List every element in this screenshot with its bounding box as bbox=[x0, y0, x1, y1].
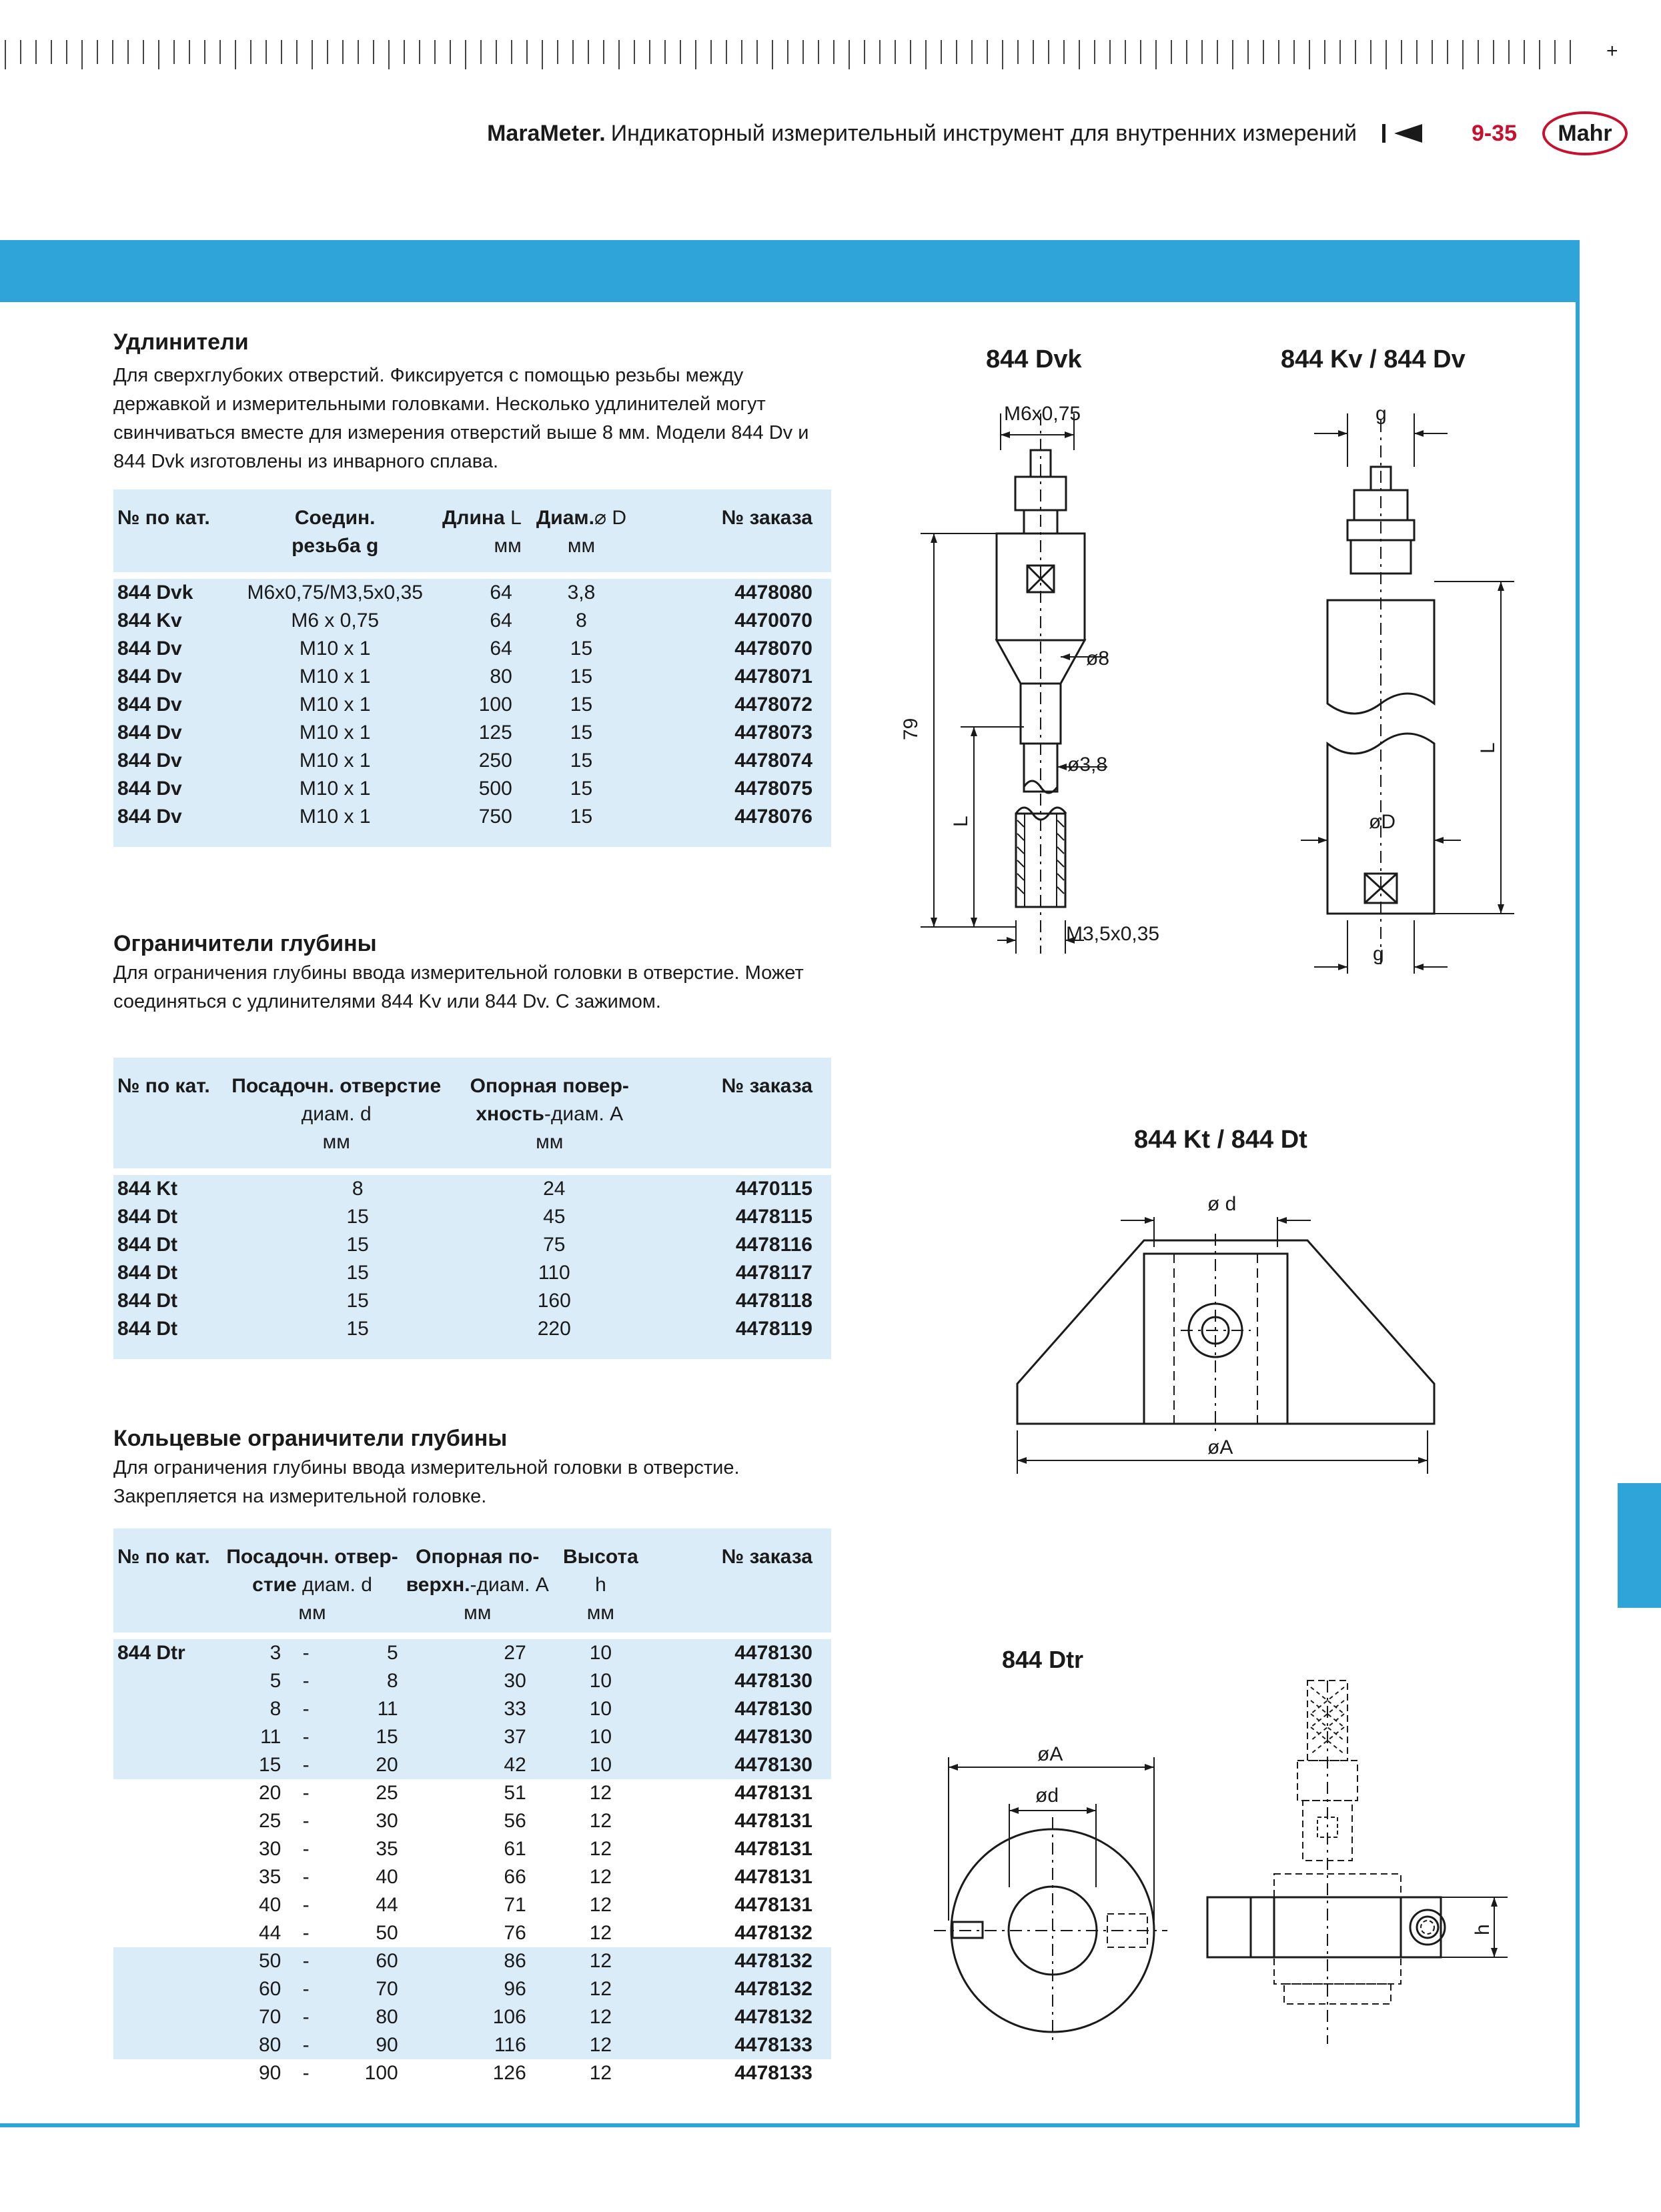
cell-cat bbox=[113, 1835, 222, 1863]
cell-order: 4478130 bbox=[648, 1723, 831, 1751]
table-row bbox=[113, 1667, 831, 1695]
col-thread: Соедин. резьба g bbox=[243, 489, 426, 572]
cell-bore-dash: - bbox=[285, 1751, 327, 1779]
table-row bbox=[113, 1947, 831, 1975]
cell-thread: M10 x 1 bbox=[243, 719, 426, 747]
cell-diam: 3,8 bbox=[526, 579, 637, 607]
cell-bore-dash: - bbox=[285, 2003, 327, 2031]
label-79: 79 bbox=[900, 718, 922, 740]
header-product: MaraMeter. bbox=[487, 120, 606, 146]
table-row bbox=[113, 2003, 831, 2031]
cell-order: 4478115 bbox=[654, 1203, 831, 1231]
section-desc-ring-stops: Для ограничения глубины ввода измерительной головки в отверстие. Закрепляется на измерительной головке. bbox=[113, 1457, 740, 1507]
section-title-depth-stops: Ограничители глубины bbox=[113, 931, 377, 956]
cell-cat bbox=[113, 2059, 222, 2087]
col-length: Длина L мм bbox=[427, 489, 526, 572]
table-row bbox=[113, 775, 831, 803]
cell-order: 4478116 bbox=[654, 1231, 831, 1259]
cell-order: 4470115 bbox=[654, 1175, 831, 1203]
table-row bbox=[113, 1175, 831, 1203]
cell-cat: 844 Dv bbox=[113, 775, 243, 803]
col-surface: Опорная по- верхн.-диам. A мм bbox=[402, 1528, 553, 1632]
col-diam: Диам.⌀ D мм bbox=[526, 489, 637, 572]
cell-bore-from: 90 bbox=[258, 2062, 282, 2084]
cell-bore-dash: - bbox=[302, 1866, 310, 1888]
cell-order: 4478075 bbox=[637, 775, 831, 803]
table-row bbox=[113, 1259, 831, 1287]
mahr-logo: Mahr bbox=[1542, 111, 1628, 155]
drawing-title-dvk: 844 Dvk bbox=[986, 345, 1082, 373]
cell-thread: M10 x 1 bbox=[243, 663, 426, 691]
cell-cat: 844 Dvk bbox=[113, 579, 243, 607]
extensions-table bbox=[113, 489, 831, 847]
cell-bore-dash: - bbox=[302, 1810, 310, 1832]
col-surface: Опорная повер- хность-диам. A мм bbox=[445, 1058, 654, 1168]
table-row bbox=[113, 1835, 831, 1863]
cell-height: 12 bbox=[589, 2062, 612, 2084]
cell-height: 12 bbox=[589, 1838, 612, 1860]
cell-thread: M10 x 1 bbox=[243, 775, 426, 803]
frame-right-border bbox=[1576, 302, 1580, 2127]
cell-bore-dash: - bbox=[302, 1922, 310, 1944]
table-row bbox=[113, 663, 831, 691]
cell-diam: 15 bbox=[526, 719, 637, 747]
cell-bore-dash: - bbox=[285, 1947, 327, 1975]
cell-length: 250 bbox=[427, 747, 526, 775]
cell-diam: 15 bbox=[526, 691, 637, 719]
cell-order: 4478131 bbox=[734, 1782, 812, 1804]
drawing-title-ktdt: 844 Kt / 844 Dt bbox=[1134, 1126, 1307, 1154]
cell-height: 12 bbox=[589, 1894, 612, 1916]
cell-length: 100 bbox=[427, 691, 526, 719]
cell-bore-from: 25 bbox=[258, 1810, 282, 1832]
cell-cat bbox=[113, 1779, 222, 1807]
cell-order: 4478117 bbox=[654, 1259, 831, 1287]
cell-thread: M10 x 1 bbox=[243, 803, 426, 831]
cell-diam: 8 bbox=[526, 607, 637, 635]
cell-order: 4470070 bbox=[637, 607, 831, 635]
cell-cat bbox=[113, 2031, 222, 2059]
cell-bore-from: 44 bbox=[258, 1922, 282, 1944]
cell-order: 4478131 bbox=[734, 1866, 812, 1888]
cell-bore-to: 8 bbox=[327, 1667, 402, 1695]
cell-height: 10 bbox=[553, 1695, 648, 1723]
label-d8: ø8 bbox=[1086, 648, 1110, 670]
depth-stops-table bbox=[113, 1058, 831, 1359]
cell-bore-to: 44 bbox=[376, 1894, 398, 1916]
cell-bore-dash: - bbox=[285, 1723, 327, 1751]
section-title-extensions: Удлинители bbox=[113, 329, 249, 355]
header-description: Индикаторный измерительный инструмент для внутренних измерений bbox=[610, 120, 1357, 146]
cell-surface: 160 bbox=[445, 1287, 654, 1315]
cell-order: 4478130 bbox=[648, 1667, 831, 1695]
cell-bore-from: 11 bbox=[222, 1723, 285, 1751]
table-row bbox=[113, 579, 831, 607]
table-row bbox=[113, 607, 831, 635]
table-row bbox=[113, 1639, 831, 1667]
cell-length: 125 bbox=[427, 719, 526, 747]
section-desc-depth-stops: Для ограничения глубины ввода измерительной головки в отверстие. Может соединяться с удлинителями 844 Kv или 844 Dv. С зажимом. bbox=[113, 962, 804, 1012]
cell-cat: 844 Dt bbox=[113, 1287, 227, 1315]
cell-thread: M10 x 1 bbox=[243, 691, 426, 719]
cell-order: 4478132 bbox=[648, 1947, 831, 1975]
cell-bore-dash: - bbox=[285, 1639, 327, 1667]
cell-cat bbox=[113, 1947, 222, 1975]
cell-bore-to: 70 bbox=[327, 1975, 402, 2003]
label-dD: øD bbox=[1369, 811, 1396, 833]
cell-order: 4478132 bbox=[648, 2003, 831, 2031]
cell-height: 12 bbox=[553, 1975, 648, 2003]
label-thread-bottom: M3,5x0,35 bbox=[1066, 923, 1160, 945]
label-dA: øA bbox=[1037, 1743, 1063, 1765]
table-row bbox=[113, 635, 831, 663]
section-title-ring-stops: Кольцевые ограничители глубины bbox=[113, 1426, 508, 1451]
cell-surface: 116 bbox=[402, 2031, 553, 2059]
cell-bore-dash: - bbox=[285, 1975, 327, 2003]
drawing-title-dtr: 844 Dtr bbox=[1002, 1646, 1084, 1673]
cell-order: 4478076 bbox=[637, 803, 831, 831]
col-cat: № по кат. bbox=[113, 1528, 222, 1632]
cell-surface: 45 bbox=[445, 1203, 654, 1231]
cell-surface: 56 bbox=[504, 1810, 526, 1832]
cell-height: 12 bbox=[589, 1866, 612, 1888]
label-dd: ød bbox=[1035, 1785, 1059, 1807]
table-row bbox=[113, 1891, 831, 1919]
cell-bore-dash: - bbox=[285, 2031, 327, 2059]
table-row bbox=[113, 1203, 831, 1231]
cell-bore-to: 60 bbox=[327, 1947, 402, 1975]
cell-length: 64 bbox=[427, 607, 526, 635]
cell-surface: 37 bbox=[402, 1723, 553, 1751]
cell-cat: 844 Dt bbox=[113, 1203, 227, 1231]
cell-bore-to: 80 bbox=[327, 2003, 402, 2031]
cell-length: 64 bbox=[427, 635, 526, 663]
cell-cat bbox=[113, 2003, 222, 2031]
cell-order: 4478119 bbox=[654, 1315, 831, 1343]
cell-height: 12 bbox=[589, 1782, 612, 1804]
cell-height: 12 bbox=[553, 1947, 648, 1975]
cell-bore-from: 20 bbox=[258, 1782, 282, 1804]
cell-height: 10 bbox=[553, 1639, 648, 1667]
cell-cat: 844 Dt bbox=[113, 1259, 227, 1287]
cell-cat bbox=[113, 1863, 222, 1891]
cell-cat: 844 Dv bbox=[113, 635, 243, 663]
cell-bore-from: 50 bbox=[222, 1947, 285, 1975]
cell-bore-dash: - bbox=[302, 1782, 310, 1804]
drawing-844-kvdv bbox=[1287, 393, 1541, 980]
ruler-marks bbox=[0, 40, 1601, 73]
cell-bore-to: 20 bbox=[327, 1751, 402, 1779]
cell-diam: 15 bbox=[526, 803, 637, 831]
cell-order: 4478074 bbox=[637, 747, 831, 775]
cell-cat bbox=[113, 1723, 222, 1751]
cell-bore-from: 15 bbox=[222, 1751, 285, 1779]
cell-surface: 220 bbox=[445, 1315, 654, 1343]
cell-bore-to: 5 bbox=[327, 1639, 402, 1667]
cell-bore-dash: - bbox=[285, 1667, 327, 1695]
cell-surface: 96 bbox=[402, 1975, 553, 2003]
cell-order: 4478130 bbox=[648, 1695, 831, 1723]
cell-order: 4478073 bbox=[637, 719, 831, 747]
cell-order: 4478130 bbox=[648, 1639, 831, 1667]
label-L: L bbox=[950, 816, 972, 827]
drawing-title-kvdv: 844 Kv / 844 Dv bbox=[1281, 345, 1466, 373]
cell-surface: 86 bbox=[402, 1947, 553, 1975]
frame-bottom-border bbox=[0, 2123, 1580, 2127]
col-height: Высота h мм bbox=[553, 1528, 648, 1632]
label-g-top: g bbox=[1375, 403, 1387, 425]
cell-bore-to: 25 bbox=[376, 1782, 398, 1804]
cell-height: 12 bbox=[553, 2031, 648, 2059]
cell-cat: 844 Kv bbox=[113, 607, 243, 635]
label-thread-top: M6x0,75 bbox=[1004, 403, 1081, 425]
table-row bbox=[113, 719, 831, 747]
cell-cat: 844 Kt bbox=[113, 1175, 227, 1203]
cell-bore-from: 70 bbox=[222, 2003, 285, 2031]
cell-order: 4478133 bbox=[734, 2062, 812, 2084]
cell-bore-dash: - bbox=[285, 1695, 327, 1723]
cell-diam: 15 bbox=[526, 663, 637, 691]
cell-order: 4478071 bbox=[637, 663, 831, 691]
cell-order: 4478072 bbox=[637, 691, 831, 719]
cell-height: 10 bbox=[553, 1723, 648, 1751]
cell-surface: 66 bbox=[504, 1866, 526, 1888]
cell-bore-to: 15 bbox=[327, 1723, 402, 1751]
cell-bore-to: 90 bbox=[327, 2031, 402, 2059]
page-header bbox=[0, 113, 1628, 153]
cell-cat bbox=[113, 1807, 222, 1835]
cell-order: 4478070 bbox=[637, 635, 831, 663]
drawing-844-dvk bbox=[894, 393, 1187, 967]
cell-cat: 844 Dv bbox=[113, 691, 243, 719]
cell-length: 80 bbox=[427, 663, 526, 691]
cell-order: 4478130 bbox=[648, 1751, 831, 1779]
col-bore: Посадочн. отвер- стие диам. d мм bbox=[222, 1528, 402, 1632]
cell-thread: M10 x 1 bbox=[243, 635, 426, 663]
ring-stops-table bbox=[113, 1528, 831, 2087]
cell-thread: M6x0,75/M3,5x0,35 bbox=[243, 579, 426, 607]
table-row bbox=[113, 1919, 831, 1947]
label-g-bottom: g bbox=[1373, 943, 1384, 965]
table-row bbox=[113, 1723, 831, 1751]
cell-order: 4478133 bbox=[648, 2031, 831, 2059]
cell-surface: 33 bbox=[402, 1695, 553, 1723]
table-row bbox=[113, 1315, 831, 1343]
table-row bbox=[113, 803, 831, 831]
cell-height: 10 bbox=[553, 1667, 648, 1695]
cell-surface: 126 bbox=[492, 2062, 526, 2084]
cell-bore-from: 8 bbox=[222, 1695, 285, 1723]
cell-diam: 15 bbox=[526, 775, 637, 803]
table-row bbox=[113, 2031, 831, 2059]
col-order: № заказа bbox=[637, 489, 831, 572]
label-L: L bbox=[1477, 742, 1499, 754]
label-d38: ø3,8 bbox=[1067, 754, 1108, 776]
col-cat: № по кат. bbox=[113, 489, 243, 572]
back-arrow-icon bbox=[1382, 122, 1425, 145]
cell-surface: 76 bbox=[504, 1922, 526, 1944]
cell-cat: 844 Dt bbox=[113, 1315, 227, 1343]
cell-cat bbox=[113, 1975, 222, 2003]
cell-cat: 844 Dv bbox=[113, 663, 243, 691]
table-row bbox=[113, 1287, 831, 1315]
cell-bore-dash: - bbox=[302, 1894, 310, 1916]
cell-order: 4478131 bbox=[734, 1810, 812, 1832]
cell-height: 12 bbox=[589, 1922, 612, 1944]
cell-cat: 844 Dv bbox=[113, 719, 243, 747]
cell-bore-to: 50 bbox=[376, 1922, 398, 1944]
cell-cat: 844 Dtr bbox=[113, 1639, 222, 1667]
cell-cat: 844 Dt bbox=[113, 1231, 227, 1259]
cell-height: 10 bbox=[553, 1751, 648, 1779]
cell-bore-to: 40 bbox=[376, 1866, 398, 1888]
cell-surface: 51 bbox=[504, 1782, 526, 1804]
cell-bore-from: 60 bbox=[222, 1975, 285, 2003]
cell-bore: 15 bbox=[227, 1203, 445, 1231]
table-row bbox=[113, 747, 831, 775]
cell-bore-from: 35 bbox=[258, 1866, 282, 1888]
table-row bbox=[113, 1231, 831, 1259]
label-dd: ø d bbox=[1207, 1193, 1237, 1215]
drawing-844-dtr bbox=[934, 1674, 1534, 2054]
chapter-tab bbox=[1618, 1483, 1661, 1608]
cell-bore-from: 5 bbox=[222, 1667, 285, 1695]
cell-thread: M10 x 1 bbox=[243, 747, 426, 775]
cell-order: 4478131 bbox=[734, 1894, 812, 1916]
cell-bore: 15 bbox=[227, 1259, 445, 1287]
cell-order: 4478131 bbox=[734, 1838, 812, 1860]
label-h: h bbox=[1472, 1924, 1494, 1935]
crop-mark: + bbox=[1606, 40, 1618, 62]
cell-length: 750 bbox=[427, 803, 526, 831]
table-row bbox=[113, 1751, 831, 1779]
cell-cat bbox=[113, 1695, 222, 1723]
cell-bore-from: 40 bbox=[258, 1894, 282, 1916]
cell-bore-from: 3 bbox=[222, 1639, 285, 1667]
cell-diam: 15 bbox=[526, 635, 637, 663]
col-order: № заказа bbox=[648, 1528, 831, 1632]
cell-cat bbox=[113, 1919, 222, 1947]
col-order: № заказа bbox=[654, 1058, 831, 1168]
cell-bore-from: 80 bbox=[222, 2031, 285, 2059]
cell-cat bbox=[113, 1891, 222, 1919]
cell-bore: 8 bbox=[227, 1175, 445, 1203]
table-row bbox=[113, 1975, 831, 2003]
cell-cat: 844 Dv bbox=[113, 803, 243, 831]
cell-surface: 106 bbox=[402, 2003, 553, 2031]
cell-bore-to: 35 bbox=[376, 1838, 398, 1860]
cell-bore-dash: - bbox=[302, 2062, 310, 2084]
cell-surface: 24 bbox=[445, 1175, 654, 1203]
table-row bbox=[113, 1807, 831, 1835]
cell-height: 12 bbox=[553, 2003, 648, 2031]
col-cat: № по кат. bbox=[113, 1058, 227, 1168]
cell-bore-to: 11 bbox=[327, 1695, 402, 1723]
cell-surface: 27 bbox=[402, 1639, 553, 1667]
table-row bbox=[113, 691, 831, 719]
cell-bore-dash: - bbox=[302, 1838, 310, 1860]
cell-surface: 42 bbox=[402, 1751, 553, 1779]
cell-thread: M6 x 0,75 bbox=[243, 607, 426, 635]
drawing-844-ktdt bbox=[1014, 1180, 1441, 1487]
cell-surface: 30 bbox=[402, 1667, 553, 1695]
cell-height: 12 bbox=[589, 1810, 612, 1832]
cell-bore-to: 30 bbox=[376, 1810, 398, 1832]
section-banner bbox=[0, 240, 1580, 302]
table-row bbox=[113, 2059, 831, 2087]
cell-surface: 61 bbox=[504, 1838, 526, 1860]
section-desc-extensions: Для сверхглубоких отверстий. Фиксируется с помощью резьбы между державкой и измерительными головками. Несколько удлинителей могут свинчиваться вместе для измерения отверстий выше 8 мм. Модели 844 Dv и 844 Dvk изготовлены из инварного сплава. bbox=[113, 365, 809, 472]
cell-surface: 75 bbox=[445, 1231, 654, 1259]
page-number: 9-35 bbox=[1471, 120, 1517, 146]
cell-order: 4478132 bbox=[734, 1922, 812, 1944]
cell-cat: 844 Dv bbox=[113, 747, 243, 775]
cell-bore: 15 bbox=[227, 1287, 445, 1315]
cell-cat bbox=[113, 1751, 222, 1779]
cell-bore-from: 30 bbox=[258, 1838, 282, 1860]
col-bore: Посадочн. отверстие диам. d мм bbox=[227, 1058, 445, 1168]
cell-surface: 110 bbox=[445, 1259, 654, 1287]
table-row bbox=[113, 1695, 831, 1723]
cell-length: 500 bbox=[427, 775, 526, 803]
cell-order: 4478132 bbox=[648, 1975, 831, 2003]
table-row bbox=[113, 1863, 831, 1891]
cell-diam: 15 bbox=[526, 747, 637, 775]
cell-order: 4478080 bbox=[637, 579, 831, 607]
cell-order: 4478118 bbox=[654, 1287, 831, 1315]
cell-bore: 15 bbox=[227, 1315, 445, 1343]
cell-surface: 71 bbox=[504, 1894, 526, 1916]
table-row bbox=[113, 1779, 831, 1807]
cell-length: 64 bbox=[427, 579, 526, 607]
cell-cat bbox=[113, 1667, 222, 1695]
cell-bore: 15 bbox=[227, 1231, 445, 1259]
label-dA: øA bbox=[1207, 1436, 1233, 1458]
cell-bore-to: 100 bbox=[364, 2062, 398, 2084]
